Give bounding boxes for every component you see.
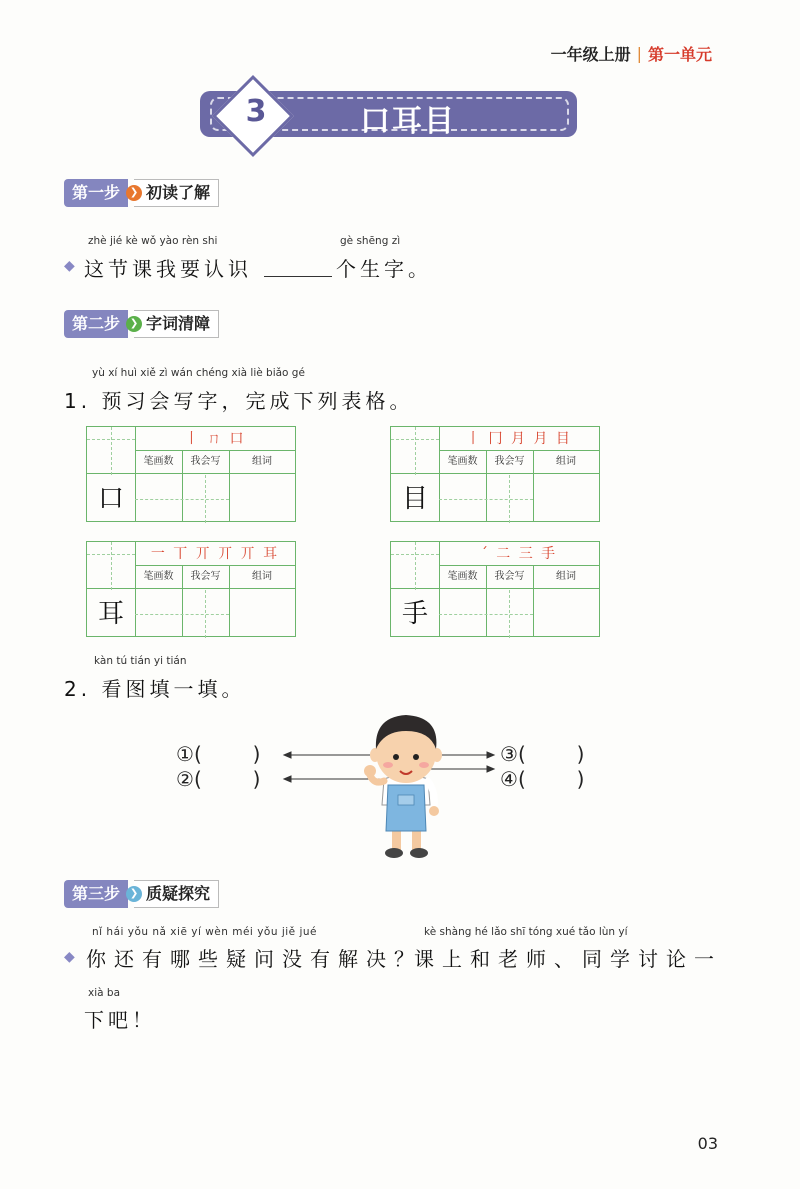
header-i-can-write: 我会写: [494, 456, 525, 467]
q2-text: 2. 看图填一填。: [64, 677, 246, 701]
step2-tag: [64, 310, 219, 338]
grid-line: [87, 554, 135, 555]
blank-parens: ( ): [517, 767, 585, 791]
step3-text-c: 下吧！: [84, 1008, 156, 1032]
header-i-can-write: 我会写: [494, 571, 525, 582]
writing-table: [390, 426, 600, 522]
grid-line: [111, 427, 112, 475]
grid-line: [391, 439, 439, 440]
table-character: 口: [97, 484, 124, 514]
table-character: 目: [401, 484, 428, 514]
q2-pinyin: kàn tú tián yi tián: [94, 655, 187, 667]
grid-line: [415, 427, 416, 475]
writing-table: [390, 541, 600, 637]
diamond-bullet-icon: ◆: [64, 258, 75, 274]
step1-text-b: 个生字。: [336, 257, 432, 281]
blank-parens: ( ): [517, 742, 585, 766]
table-character: 耳: [97, 599, 124, 629]
lesson-number: 3: [245, 94, 267, 129]
q1-text: 1. 预习会写字，完成下列表格。: [64, 389, 414, 413]
boy-illustration: [280, 705, 510, 865]
q1-pinyin: yù xí huì xiě zì wán chéng xià liè biǎo gé: [92, 367, 305, 379]
blank-2[interactable]: [176, 767, 260, 791]
grid-line: [415, 542, 416, 590]
arrow-right-icon: ❯: [126, 185, 142, 201]
table-character: 手: [401, 599, 428, 629]
step1-name: 初读了解: [134, 179, 219, 207]
step1-text-a: 这节课我要认识: [84, 257, 252, 281]
diamond-bullet-icon: ◆: [64, 949, 75, 965]
blank-number: ④: [500, 767, 518, 791]
grid-line: [391, 554, 439, 555]
grid-line: [391, 588, 599, 589]
header-stroke-count: 笔画数: [143, 571, 174, 582]
header-stroke-count: 笔画数: [447, 456, 478, 467]
step3-pinyin-a: nǐ hái yǒu nǎ xiē yí wèn méi yǒu jiě jué: [92, 926, 317, 938]
header-separator: |: [636, 44, 642, 63]
stroke-order: ˊ 二 三 手: [480, 546, 558, 562]
grid-line: [439, 499, 533, 500]
step3-label: 第三步: [64, 880, 128, 908]
grid-line: [87, 473, 295, 474]
unit-label: 第一单元: [647, 45, 712, 64]
step3-name: 质疑探究: [134, 880, 219, 908]
step3-pinyin-b: kè shàng hé lǎo shī tóng xué tǎo lùn yí: [424, 926, 628, 938]
blank-parens: ( ): [193, 767, 261, 791]
header-stroke-count: 笔画数: [143, 456, 174, 467]
header-i-can-write: 我会写: [190, 571, 221, 582]
step1-pinyin-b: gè shēng zì: [340, 235, 401, 247]
grid-line: [135, 614, 229, 615]
blank-1[interactable]: [176, 742, 260, 766]
grid-line: [135, 499, 229, 500]
header-word-group: 组词: [556, 571, 576, 582]
arrow-right-icon: ❯: [126, 316, 142, 332]
grid-line: [111, 542, 112, 590]
header-word-group: 组词: [556, 456, 576, 467]
stroke-order: 丨 冂 月 月 目: [466, 431, 572, 447]
book-label: 一年级上册: [550, 45, 631, 64]
step1-pinyin-a: zhè jié kè wǒ yào rèn shi: [88, 235, 218, 247]
writing-table: [86, 426, 296, 522]
header-stroke-count: 笔画数: [447, 571, 478, 582]
stroke-order: 丨 ㄇ 口: [184, 431, 246, 447]
grid-line: [439, 614, 533, 615]
page-number: 03: [697, 1134, 718, 1153]
writing-table: [86, 541, 296, 637]
header-word-group: 组词: [252, 571, 272, 582]
blank-number: ①: [176, 742, 194, 766]
grid-line: [87, 439, 135, 440]
step3-pinyin-c: xià ba: [88, 987, 121, 999]
step2-label: 第二步: [64, 310, 128, 338]
stroke-order: 一 丅 丌 丌 丌 耳: [150, 546, 280, 562]
header-word-group: 组词: [252, 456, 272, 467]
step1-label: 第一步: [64, 179, 128, 207]
lesson-banner: [200, 91, 577, 137]
blank-parens: ( ): [193, 742, 261, 766]
blank-number: ③: [500, 742, 518, 766]
lesson-title: 口耳目: [360, 104, 456, 139]
page-header: [551, 42, 712, 65]
step2-name: 字词清障: [134, 310, 219, 338]
grid-line: [87, 588, 295, 589]
step3-tag: [64, 880, 219, 908]
step1-tag: [64, 179, 219, 207]
step3-text-b: 课上和老师、同学讨论一: [414, 947, 722, 971]
answer-blank-line[interactable]: [264, 276, 332, 277]
blank-3[interactable]: [500, 742, 584, 766]
step3-text-a: 你还有哪些疑问没有解决？: [86, 947, 422, 971]
blank-number: ②: [176, 767, 194, 791]
grid-line: [391, 473, 599, 474]
header-i-can-write: 我会写: [190, 456, 221, 467]
arrow-right-icon: ❯: [126, 886, 142, 902]
blank-4[interactable]: [500, 767, 584, 791]
